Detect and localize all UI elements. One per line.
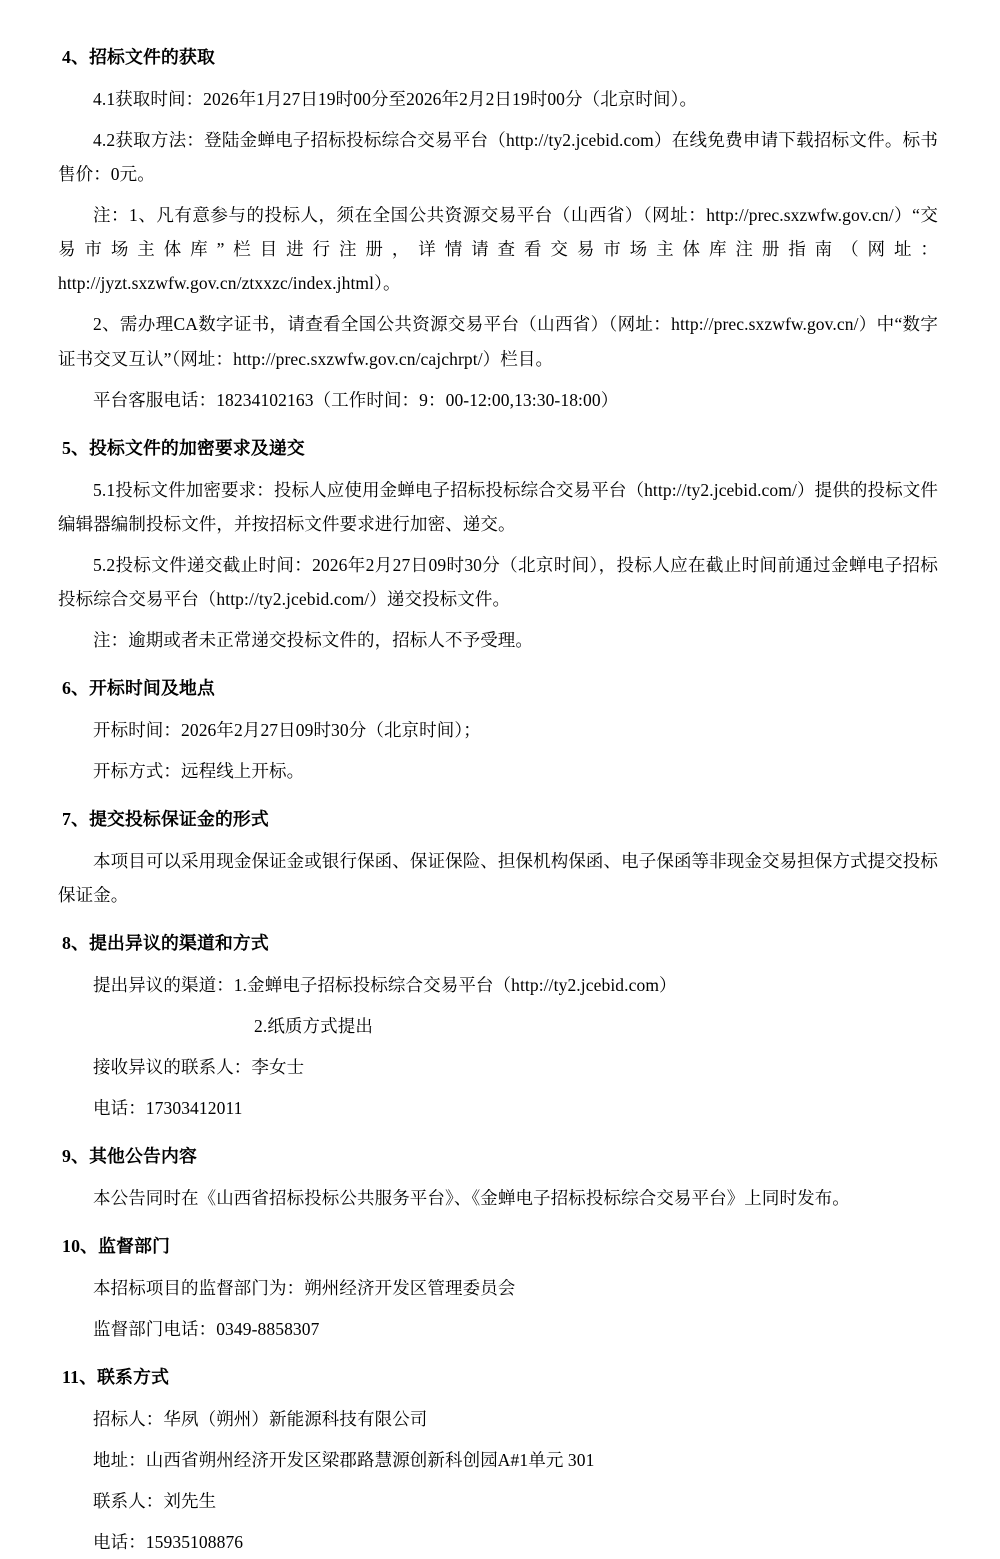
section-10-paragraph-1: 本招标项目的监督部门为：朔州经济开发区管理委员会 [93, 1277, 516, 1298]
section-8-paragraph-4: 电话：17303412011 [93, 1098, 243, 1119]
section-heading-4: 4、招标文件的获取 [62, 47, 215, 67]
section-11-paragraph-1: 招标人：华夙（朔州）新能源科技有限公司 [93, 1408, 428, 1429]
section-5-paragraph-2: 5.2投标文件递交截止时间：2026年2月27日09时30分（北京时间），投标人应在截止时间前通过金蝉电子招标投标综合交易平台（http://ty2.jcebid.com/）递交投标文件。 [58, 554, 938, 609]
section-heading-10: 10、监督部门 [62, 1236, 171, 1257]
section-4-paragraph-2: 4.2获取方法：登陆金蝉电子招标投标综合交易平台（http://ty2.jcebid.com）在线免费申请下载招标文件。标书售价：0元。 [58, 129, 938, 184]
section-6-paragraph-1: 开标时间：2026年2月27日09时30分（北京时间）； [93, 719, 481, 740]
section-6-paragraph-2: 开标方式：远程线上开标。 [93, 760, 305, 781]
section-4-paragraph-4: 2、需办理CA数字证书，请查看全国公共资源交易平台（山西省）（网址：http://prec.sxzwfw.gov.cn/）中“数字证书交叉互认”（网址：http://prec.sxzwfw.gov.cn/cajchrpt/）栏目。 [58, 314, 938, 369]
section-10-paragraph-2: 监督部门电话：0349-8858307 [93, 1318, 320, 1339]
section-11-paragraph-3: 联系人：刘先生 [93, 1491, 217, 1511]
section-8-paragraph-2: 2.纸质方式提出 [254, 1015, 373, 1036]
section-heading-7: 7、提交投标保证金的形式 [62, 809, 269, 830]
section-9-paragraph-1: 本公告同时在《山西省招标投标公共服务平台》、《金蝉电子招标投标综合交易平台》上同时发布。 [93, 1187, 850, 1208]
section-heading-9: 9、其他公告内容 [62, 1146, 197, 1167]
section-8-paragraph-1: 提出异议的渠道：1.金蝉电子招标投标综合交易平台（http://ty2.jcebid.com） [93, 974, 677, 995]
section-heading-6: 6、开标时间及地点 [62, 678, 215, 699]
section-5-paragraph-1: 5.1投标文件加密要求：投标人应使用金蝉电子招标投标综合交易平台（http://ty2.jcebid.com/）提供的投标文件编辑器编制投标文件，并按招标文件要求进行加密、递交。 [58, 479, 938, 534]
section-4-paragraph-1: 4.1获取时间：2026年1月27日19时00分至2026年2月2日19时00分（北京时间）。 [93, 88, 698, 109]
section-5-paragraph-3: 注：逾期或者未正常递交投标文件的，招标人不予受理。 [93, 630, 533, 651]
section-4-paragraph-5: 平台客服电话：18234102163（工作时间：9：00-12:00,13:30-18:00） [93, 389, 619, 410]
section-4-paragraph-3: 注：1、凡有意参与的投标人，须在全国公共资源交易平台（山西省）（网址：http://prec.sxzwfw.gov.cn/）“交易市场主体库”栏目进行注册，详情请查看交易市场主体库注册指南（网址：http://jyzt.sxzwfw.gov.cn/ztxxzc/index.jhtml）。 [58, 205, 938, 294]
section-11-paragraph-2: 地址：山西省朔州经济开发区梁郡路慧源创新科创园A#1单元 301 [93, 1449, 595, 1470]
document-body [58, 40, 938, 1559]
section-8-paragraph-3: 接收异议的联系人：李女士 [93, 1057, 305, 1078]
section-heading-5: 5、投标文件的加密要求及递交 [62, 437, 305, 458]
section-heading-11: 11、联系方式 [62, 1367, 170, 1388]
section-7-paragraph-1: 本项目可以采用现金保证金或银行保函、保证保险、担保机构保函、电子保函等非现金交易担保方式提交投标保证金。 [58, 850, 938, 905]
section-11-paragraph-4: 电话：15935108876 [93, 1532, 244, 1553]
section-heading-8: 8、提出异议的渠道和方式 [62, 933, 269, 954]
